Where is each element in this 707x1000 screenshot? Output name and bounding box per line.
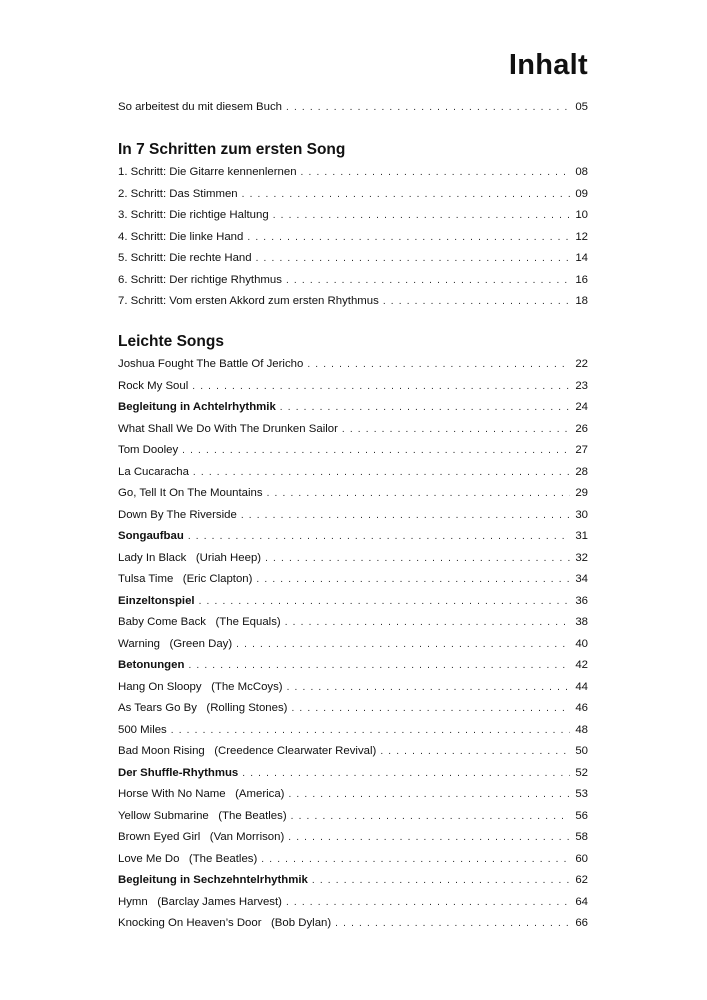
toc-entry-label: Hymn (Barclay James Harvest) <box>118 895 282 908</box>
toc-entry-page: 56 <box>575 809 588 822</box>
toc-entry[interactable] <box>118 505 588 527</box>
toc-entry-label: 2. Schritt: Das Stimmen <box>118 187 238 200</box>
toc-entry-page: 22 <box>575 358 588 370</box>
toc-entry[interactable] <box>118 634 588 656</box>
toc-entry[interactable] <box>118 462 588 484</box>
toc-entry-page: 23 <box>575 379 588 392</box>
toc-entry-label: Lady In Black (Uriah Heep) <box>118 551 262 564</box>
toc-leader-dots <box>287 677 570 699</box>
toc-leader-dots <box>286 270 570 292</box>
toc-entry[interactable] <box>118 849 588 871</box>
toc-entry-page: 48 <box>575 723 588 736</box>
toc-entry-page: 16 <box>575 273 588 286</box>
toc-entry[interactable] <box>118 419 588 441</box>
toc-entry[interactable] <box>118 97 588 119</box>
toc-entry-label: Bad Moon Rising (Creedence Clearwater Revival) <box>118 745 377 757</box>
section-heading: In 7 Schritten zum ersten Song <box>118 141 346 158</box>
toc-entry-label: Begleitung in Sechzehntelrhythmik <box>118 874 308 886</box>
toc-entry-page: 62 <box>575 874 588 886</box>
toc-entry[interactable] <box>118 720 588 742</box>
toc-entry[interactable] <box>118 591 588 613</box>
toc-entry-page: 31 <box>575 530 588 542</box>
toc-entry-page: 24 <box>575 401 588 413</box>
toc-entry[interactable] <box>118 270 588 292</box>
toc-leader-dots <box>188 526 570 548</box>
toc-entry[interactable] <box>118 827 588 849</box>
toc-entry[interactable] <box>118 205 588 227</box>
toc-entry-page: 26 <box>575 422 588 435</box>
toc-entry-label: Tom Dooley <box>118 444 179 456</box>
toc-leader-dots <box>261 849 570 871</box>
toc-leader-dots <box>188 655 570 677</box>
toc-entry-label: 500 Miles <box>118 723 167 736</box>
toc-leader-dots <box>342 419 570 441</box>
toc-entry-page: 66 <box>575 917 588 929</box>
toc-leader-dots <box>236 634 570 656</box>
toc-entry-page: 29 <box>575 487 588 499</box>
toc-leader-dots <box>286 97 570 119</box>
toc-entry[interactable] <box>118 227 588 249</box>
toc-entry-label: Einzeltonspiel <box>118 594 195 607</box>
toc-leader-dots <box>312 870 570 892</box>
toc-leader-dots <box>199 591 570 613</box>
page-title: Inhalt <box>508 49 588 81</box>
toc-leader-dots <box>241 505 570 527</box>
toc-leader-dots <box>256 248 570 270</box>
toc-entry-label: Baby Come Back (The Equals) <box>118 616 281 628</box>
toc-entry-page: 46 <box>575 702 588 714</box>
toc-entry-page: 09 <box>575 187 588 200</box>
toc-section-schritte <box>118 140 588 313</box>
toc-leader-dots <box>291 806 570 828</box>
toc-entry-page: 64 <box>575 895 588 908</box>
toc-entry-label: So arbeitest du mit diesem Buch <box>118 101 282 113</box>
toc-entry[interactable] <box>118 806 588 828</box>
toc-entry-label: Begleitung in Achtelrhythmik <box>118 401 276 413</box>
toc-entry-label: Joshua Fought The Battle Of Jericho <box>118 358 304 370</box>
toc-entry[interactable] <box>118 440 588 462</box>
toc-entry[interactable] <box>118 354 588 376</box>
toc-leader-dots <box>335 913 570 935</box>
toc-entry-page: 05 <box>575 101 588 113</box>
toc-entry-page: 08 <box>575 166 588 178</box>
toc-entry-label: Hang On Sloopy (The McCoys) <box>118 680 283 693</box>
toc-leader-dots <box>301 162 570 184</box>
toc-leader-dots <box>288 784 570 806</box>
toc-entry-label: Tulsa Time (Eric Clapton) <box>118 573 253 585</box>
toc-entry-label: Brown Eyed Girl (Van Morrison) <box>118 831 285 843</box>
toc-entry-page: 52 <box>575 766 588 779</box>
toc-entry-label: Horse With No Name (America) <box>118 788 285 800</box>
toc-leader-dots <box>307 354 570 376</box>
toc-entry[interactable] <box>118 913 588 935</box>
toc-entry[interactable] <box>118 612 588 634</box>
toc-entry-label: 3. Schritt: Die richtige Haltung <box>118 209 269 221</box>
toc-leader-dots <box>242 184 570 206</box>
toc-entry[interactable] <box>118 677 588 699</box>
toc-entry-page: 42 <box>575 659 588 671</box>
toc-entry-page: 18 <box>575 295 588 307</box>
toc-entry-label: La Cucaracha <box>118 465 189 478</box>
toc-entry-label: 1. Schritt: Die Gitarre kennenlernen <box>118 166 297 178</box>
toc-entry[interactable] <box>118 698 588 720</box>
toc-leader-dots <box>291 698 570 720</box>
toc-entry-page: 36 <box>575 594 588 607</box>
toc-entry-label: As Tears Go By (Rolling Stones) <box>118 702 288 714</box>
toc-intro <box>118 97 588 119</box>
toc-leader-dots <box>265 548 570 570</box>
toc-entry[interactable] <box>118 376 588 398</box>
toc-entry-page: 32 <box>575 551 588 564</box>
toc-entry[interactable] <box>118 784 588 806</box>
toc-entry-page: 27 <box>575 444 588 456</box>
toc-entry-label: Down By The Riverside <box>118 508 237 521</box>
toc-entry-label: Der Shuffle-Rhythmus <box>118 766 239 779</box>
toc-entry[interactable] <box>118 548 588 570</box>
toc-leader-dots <box>383 291 570 313</box>
toc-entry-page: 50 <box>575 745 588 757</box>
toc-entry-label: Songaufbau <box>118 530 184 542</box>
toc-leader-dots <box>182 440 570 462</box>
toc-entry-page: 60 <box>575 852 588 865</box>
toc-leader-dots <box>192 376 570 398</box>
toc-entry-label: 5. Schritt: Die rechte Hand <box>118 252 252 264</box>
toc-entry-label: Knocking On Heaven’s Door (Bob Dylan) <box>118 917 332 929</box>
toc-entry-label: Rock My Soul <box>118 379 189 392</box>
toc-leader-dots <box>380 741 570 763</box>
toc-leader-dots <box>171 720 570 742</box>
toc-entry[interactable] <box>118 483 588 505</box>
toc-entry-label: Love Me Do (The Beatles) <box>118 852 258 865</box>
toc-entry[interactable] <box>118 763 588 785</box>
toc-entry-label: Betonungen <box>118 659 185 671</box>
toc-entry-label: Yellow Submarine (The Beatles) <box>118 809 287 822</box>
toc-entry[interactable] <box>118 248 588 270</box>
toc-entry-label: Go, Tell It On The Mountains <box>118 487 263 499</box>
toc-entry-label: What Shall We Do With The Drunken Sailor <box>118 422 338 435</box>
toc-entry-page: 38 <box>575 616 588 628</box>
toc-leader-dots <box>242 763 570 785</box>
toc-entry-page: 28 <box>575 465 588 478</box>
toc-leader-dots <box>267 483 570 505</box>
toc-entry-page: 14 <box>575 252 588 264</box>
section-heading: Leichte Songs <box>118 333 224 350</box>
toc-entry-page: 12 <box>575 230 588 243</box>
toc-leader-dots <box>247 227 570 249</box>
toc-entry-page: 30 <box>575 508 588 521</box>
toc-leader-dots <box>256 569 570 591</box>
toc-section-leichte-songs <box>118 332 588 935</box>
toc-entry[interactable] <box>118 569 588 591</box>
toc-leader-dots <box>193 462 570 484</box>
toc-entry[interactable] <box>118 184 588 206</box>
toc-entry[interactable] <box>118 892 588 914</box>
toc-leader-dots <box>285 612 570 634</box>
toc-entry[interactable] <box>118 741 588 763</box>
toc-entry[interactable] <box>118 397 588 419</box>
toc-entry-label: 6. Schritt: Der richtige Rhythmus <box>118 273 282 286</box>
toc-leader-dots <box>280 397 570 419</box>
toc-entry[interactable] <box>118 870 588 892</box>
toc-page <box>118 0 588 929</box>
toc-entry[interactable] <box>118 162 588 184</box>
toc-entry-page: 53 <box>575 788 588 800</box>
toc-leader-dots <box>273 205 570 227</box>
toc-entry-page: 34 <box>575 573 588 585</box>
toc-entry[interactable] <box>118 526 588 548</box>
toc-entry[interactable] <box>118 291 588 313</box>
toc-entry-page: 58 <box>575 831 588 843</box>
toc-entry-label: Warning (Green Day) <box>118 637 233 650</box>
toc-entry-page: 10 <box>575 209 588 221</box>
toc-entry-label: 4. Schritt: Die linke Hand <box>118 230 244 243</box>
toc-leader-dots <box>288 827 570 849</box>
toc-entry-label: 7. Schritt: Vom ersten Akkord zum ersten Rhythmus <box>118 295 379 307</box>
toc-entry[interactable] <box>118 655 588 677</box>
toc-leader-dots <box>286 892 570 914</box>
toc-entry-page: 40 <box>575 637 588 650</box>
toc-entry-page: 44 <box>575 680 588 693</box>
